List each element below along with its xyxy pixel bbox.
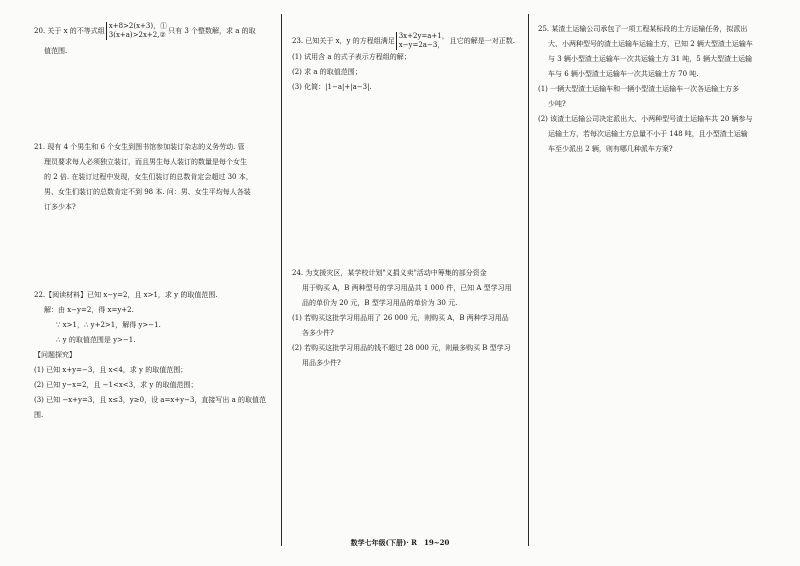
- q20-line2: 值范围.: [44, 47, 68, 55]
- question-21: [34, 140, 272, 215]
- q25-part-1: (1) 一辆大型渣土运输车和一辆小型渣土运输车一次各运输土方多: [538, 85, 740, 93]
- q22-reading-material: 22.【阅读材料】已知 x−y=2，且 x>1，求 y 的取值范围.: [34, 291, 218, 299]
- q24-line: 品的单价为 20 元，B 型学习用品的单价为 30 元.: [302, 299, 458, 307]
- q24-line: 24. 为支援灾区，某学校计划"义捐义卖"活动中筹集的部分资金: [292, 269, 487, 277]
- q25-part-1-cont: 少吨?: [548, 100, 566, 108]
- q25-line: 大、小两种型号的渣土运输车运输土方，已知 2 辆大型渣土运输车: [548, 40, 753, 48]
- q24-part-1-cont: 各多少件?: [302, 329, 334, 337]
- q24-part-2-cont: 用品多少件?: [302, 359, 341, 367]
- q21-line: 男、女生们装订的总数肯定不到 98 本. 问：男、女生平均每人各装: [44, 188, 251, 196]
- q22-part-3: (3) 已知 −x+y=3，且 x≤3，y≥0，设 a=x+y−3，直接写出 a 的取值范围.: [34, 396, 267, 419]
- q21-line: 理员要求每人必须独立装订，而且男生每人装订的数量是每个女生: [44, 158, 247, 166]
- q22-solution-line: 解：由 x−y=2，得 x=y+2.: [44, 306, 134, 314]
- q22-solution-line: ∴ y 的取值范围是 y>−1.: [56, 336, 136, 344]
- question-23: [292, 32, 530, 95]
- question-25: [538, 22, 784, 157]
- q23-part-2: (2) 求 a 的取值范围；: [292, 68, 362, 76]
- q22-part-2: (2) 已知 y−x=2，且 −1<x<3，求 y 的取值范围；: [34, 381, 198, 389]
- q21-line: 订多少本?: [44, 203, 76, 211]
- q20-line1: 20. 关于 x 的不等式组 x+8>2(x+3)，① 3(x+a)>2x+2,② 只有 3 个整数解，求 a 的取: [34, 22, 256, 39]
- q22-part-1: (1) 已知 x+y=−3，且 x<4，求 y 的取值范围；: [34, 366, 188, 374]
- q24-part-2: (2) 若购买这批学习用品的钱不超过 28 000 元，则最多购买 B 型学习: [292, 344, 511, 352]
- q25-part-2: (2) 该渣土运输公司决定派出大、小两种型号渣土运输车共 20 辆参与: [538, 115, 753, 123]
- q23-part-1: (1) 试用含 a 的式子表示方程组的解；: [292, 53, 411, 61]
- q23-part-3: (3) 化简：|1−a|+|a−3|.: [292, 83, 372, 91]
- q22-explore-heading: 【问题探究】: [34, 351, 76, 359]
- column-divider-left: [281, 14, 282, 546]
- q25-part-2-cont: 车至少派出 2 辆，则有哪几种派车方案?: [548, 145, 673, 153]
- q23-line1: 23. 已知关于 x，y 的方程组满足 3x+2y=a+1， x−y=2a−3， 且它的解是一对正数.: [292, 32, 515, 49]
- question-24: [292, 266, 530, 371]
- q21-line: 的 2 倍. 在装订过程中发现，女生们装订的总数肯定会超过 30 本，: [44, 173, 253, 181]
- q25-line: 25. 某渣土运输公司承包了一项工程某标段的土方运输任务，拟派出: [538, 25, 748, 33]
- question-22: [34, 288, 272, 423]
- question-20: [34, 22, 272, 59]
- page-footer: 数学七年级(下册)· R 19~20: [350, 538, 450, 547]
- q25-line: 车与 6 辆小型渣土运输车一次共运输土方 70 吨.: [548, 70, 699, 78]
- q23-equation-system: 3x+2y=a+1， x−y=2a−3，: [396, 32, 449, 50]
- q25-line: 与 3 辆小型渣土运输车一次共运输土方 31 吨，5 辆大型渣土运输: [548, 55, 752, 63]
- q25-part-2-cont: 运输土方，若每次运输土方总量不小于 148 吨，且小型渣土运输: [548, 130, 748, 138]
- q24-line: 用于购买 A，B 两种型号的学习用品共 1 000 件，已知 A 型学习用: [302, 284, 512, 292]
- q22-solution-line: ∵ x>1，∴ y+2>1，解得 y>−1.: [56, 321, 161, 329]
- q24-part-1: (1) 若购买这批学习用品用了 26 000 元，则购买 A，B 两种学习用品: [292, 314, 509, 322]
- q20-inequality-system: x+8>2(x+3)，① 3(x+a)>2x+2,②: [106, 22, 167, 40]
- q21-line: 21. 现有 4 个男生和 6 个女生到图书馆参加装订杂志的义务劳动. 管: [34, 143, 245, 151]
